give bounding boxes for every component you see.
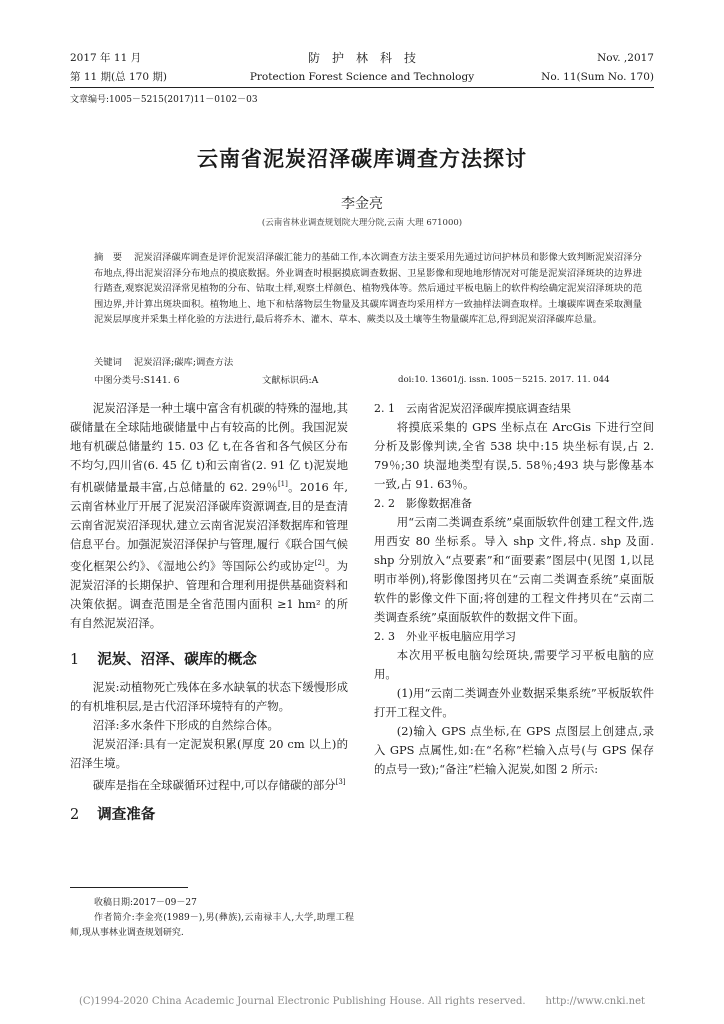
author-name: 李金亮 <box>341 196 383 212</box>
section-2-2-text: 用“云南二类调查系统”桌面版软件创建工程文件,选用西安 80 坐标系。导入 shp 文件,将点. shp 及面. shp 分别放入“点要素”和“面要素”图层中(见图 1,以昆明市举例),将影像图拷贝在“云南二类调查系统”桌面版软件的影像文件下面;将创建的工程文件拷贝在“云南二类调查系统”桌面版软件的数据文件下面。 <box>374 515 654 624</box>
section-2-heading: 2 调查准备 <box>70 807 156 824</box>
definition-peat-swamp: 泥炭沼泽:具有一定泥炭积累(厚度 20 cm 以上)的沼泽生境。 <box>70 736 348 770</box>
doi: doi:10. 13601/j. issn. 1005－5215. 2017. 11. 044 <box>398 375 610 385</box>
definition-swamp: 沼泽:多水条件下形成的自然综合体。 <box>92 717 279 732</box>
header-date-en: Nov. ,2017 <box>597 52 654 64</box>
header-issue-cn: 第 11 期(总 170 期) <box>70 71 167 83</box>
paper-title: 云南省泥炭沼泽碳库调查方法探讨 <box>197 147 527 171</box>
intro-paragraph: 泥炭沼泽是一种土壤中富含有机碳的特殊的湿地,其碳储量在全球陆地碳储量中占有较高的比例。我国泥炭地有机碳总储量约 15. 03 亿 t,在各省和各气候区分布不均匀,四川省(6. 45 亿 t)和云南省(2. 91 亿 t)泥炭地有机碳储量最丰富,占总储量的 62. 29％[1]。2016 年,云南省林业厅开展了泥炭沼泽碳库资源调查,目的是查清云南省泥炭沼泽现状,建立云南省泥炭沼泽数据库和管理信息平台。加强泥炭沼泽保护与管理,履行《联合国气候变化框架公约》、《湿地公约》等国际公约或协定[2]。为泥炭沼泽的长期保护、管理和合理利用提供基础资料和决策依据。调查范围是全省范围内面积 ≥1 hm² 的所有自然泥炭沼泽。 <box>70 401 348 630</box>
section-2-3-text: 本次用平板电脑勾绘斑块,需要学习平板电脑的应用。 <box>374 648 654 681</box>
author-bio: 作者简介:李金亮(1989－),男(彝族),云南禄丰人,大学,助理工程师,现从事林业调查规划研究. <box>70 913 354 938</box>
right-column <box>374 399 654 779</box>
copyright-line: (C)1994-2020 China Academic Journal Electronic Publishing House. All rights reserved. http://www.cnki.net <box>78 996 646 1007</box>
footnote-rule <box>70 887 188 888</box>
author-affiliation: (云南省林业调查规划院大理分院,云南 大理 671000) <box>261 218 463 228</box>
abstract <box>94 250 642 328</box>
definition-peat: 泥炭:动植物死亡残体在多水缺氧的状态下缓慢形成的有机堆积层,是古代沼泽环境特有的产物。 <box>70 679 348 713</box>
section-2-3-step-2: (2)输入 GPS 点坐标,在 GPS 点图层上创建点,录入 GPS 点属性,如:在“名称”栏输入点号(与 GPS 保存的点号一致);“备注”栏输入泥炭,如图 2 所示: <box>374 724 654 776</box>
section-2-1-heading: 2. 1 云南省泥炭沼泽碳库摸底调查结果 <box>374 402 571 415</box>
header-journal-cn: 防 护 林 科 技 <box>307 51 416 65</box>
citation-3: [3] <box>335 777 346 786</box>
citation-1: [1] <box>277 480 288 488</box>
left-column <box>70 399 348 825</box>
section-2-3-step-1: (1)用“云南二类调查外业数据采集系统”平板版软件打开工程文件。 <box>374 686 654 719</box>
received-date: 收稿日期:2017－09－27 <box>94 898 197 908</box>
document-code: 文献标识码:A <box>262 375 319 386</box>
citation-2: [2] <box>314 558 325 567</box>
article-number: 文章编号:1005－5215(2017)11－0102－03 <box>70 95 258 105</box>
keywords-label: 关键词 <box>94 357 122 368</box>
header-journal-en: Protection Forest Science and Technology <box>249 71 475 83</box>
section-1-heading: 1 泥炭、沼泽、碳库的概念 <box>70 651 257 668</box>
keywords-text: 泥炭沼泽;碳库;调查方法 <box>133 357 234 368</box>
section-2-3-heading: 2. 3 外业平板电脑应用学习 <box>374 630 516 643</box>
section-2-2-heading: 2. 2 影像数据准备 <box>374 497 472 510</box>
section-2-1-text: 将摸底采集的 GPS 坐标点在 ArcGis 下进行空间分析及影像判读,全省 538 块中:15 块坐标有误,占 2. 79％;30 块湿地类型有误,5. 58％;493 块与影像基本一致,占 91. 63％。 <box>374 420 654 491</box>
keywords <box>94 356 233 369</box>
header-date-cn: 2017 年 11 月 <box>70 52 142 64</box>
definition-carbon-pool: 碳库是指在全球碳循环过程中,可以存储碳的部分[3] <box>92 777 346 792</box>
abstract-text: 泥炭沼泽碳库调查是评价泥炭沼泽碳汇能力的基础工作,本次调查方法主要采用先通过访问护林员和影像大致判断泥炭沼泽分布地点,得出泥炭沼泽分布地点的摸底数据。外业调查时根据摸底调查数据、卫星影像和现地地形情况对可能是泥炭沼泽斑块的边界进行踏查,观察泥炭沼泽常见植物的分布、钻取土样,观察土样颜色、植物残体等。然后通过平板电脑上的软件构绘确定泥炭沼泽斑块的范围边界,并计算出斑块面积。植物地上、地下和枯落物层生物量及其碳库调查均采用样方一致抽样法调查取样。土壤碳库调查采取测量泥炭层厚度并采集土样化验的方法进行,最后将乔木、灌木、草本、蕨类以及土壤等生物量碳库汇总,得到泥炭沼泽碳库总量。 <box>94 252 642 326</box>
header-issue-en: No. 11(Sum No. 170) <box>541 71 654 83</box>
abstract-label: 摘 要 <box>94 252 123 263</box>
clc-number: 中图分类号:S141. 6 <box>94 375 180 386</box>
header-rule <box>70 87 654 88</box>
